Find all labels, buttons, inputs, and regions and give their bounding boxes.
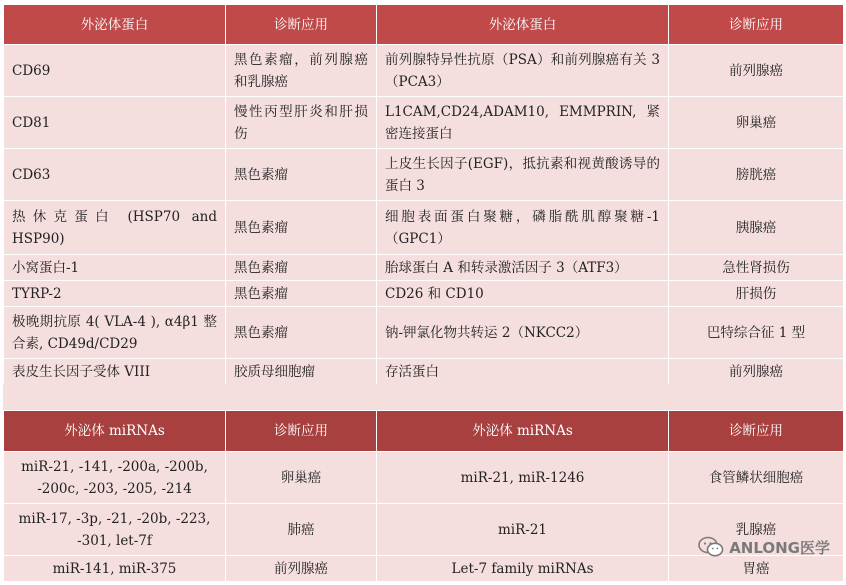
exosome-protein-table <box>3 4 844 385</box>
watermark-text: ANLONG医学 <box>729 538 830 557</box>
protein-cell: 表皮生长因子受体 VIII <box>4 359 226 385</box>
header-exosome-mirnas: 外泌体 miRNAs <box>4 411 226 452</box>
table-row <box>4 255 844 281</box>
application-cell: 膀胱癌 <box>669 149 844 201</box>
mirna-cell: miR-17, -3p, -21, -20b, -223, -301, let-7f <box>4 504 226 556</box>
protein-cell: 钠-钾氯化物共转运 2（NKCC2） <box>377 307 669 359</box>
application-cell: 黑色素瘤 <box>226 149 377 201</box>
application-cell: 黑色素瘤 <box>226 255 377 281</box>
table-row <box>4 281 844 307</box>
application-cell: 卵巢癌 <box>226 452 377 504</box>
header-diagnostic-application: 诊断应用 <box>226 411 377 452</box>
wechat-icon <box>698 536 724 558</box>
application-cell: 黑色素瘤，前列腺癌和乳腺癌 <box>226 45 377 97</box>
protein-cell: 小窝蛋白-1 <box>4 255 226 281</box>
header-exosome-mirnas: 外泌体 miRNAs <box>377 411 669 452</box>
application-cell: 前列腺癌 <box>669 359 844 385</box>
application-cell: 黑色素瘤 <box>226 307 377 359</box>
application-cell: 肝损伤 <box>669 281 844 307</box>
protein-cell: 存活蛋白 <box>377 359 669 385</box>
table-header-row <box>4 5 844 45</box>
watermark <box>698 536 830 558</box>
application-cell: 胶质母细胞瘤 <box>226 359 377 385</box>
header-exosome-protein: 外泌体蛋白 <box>377 5 669 45</box>
application-cell: 前列腺癌 <box>669 45 844 97</box>
table-row <box>4 45 844 97</box>
protein-cell: CD26 和 CD10 <box>377 281 669 307</box>
table-row <box>4 556 844 582</box>
table-row <box>4 97 844 149</box>
header-exosome-protein: 外泌体蛋白 <box>4 5 226 45</box>
table-row <box>4 201 844 255</box>
application-cell: 胃癌 <box>669 556 844 582</box>
table-row <box>4 452 844 504</box>
protein-cell: CD81 <box>4 97 226 149</box>
mirna-cell: miR-21, -141, -200a, -200b, -200c, -203, -205, -214 <box>4 452 226 504</box>
application-cell: 黑色素瘤 <box>226 281 377 307</box>
protein-cell: 极晚期抗原 4( VLA-4 ), α4β1 整合素, CD49d/CD29 <box>4 307 226 359</box>
protein-cell: 细胞表面蛋白聚糖，磷脂酰肌醇聚糖-1（GPC1） <box>377 201 669 255</box>
protein-cell: CD63 <box>4 149 226 201</box>
application-cell: 慢性丙型肝炎和肝损伤 <box>226 97 377 149</box>
protein-cell: TYRP-2 <box>4 281 226 307</box>
mirna-cell: miR-141, miR-375 <box>4 556 226 582</box>
application-cell: 食管鳞状细胞癌 <box>669 452 844 504</box>
application-cell: 巴特综合征 1 型 <box>669 307 844 359</box>
protein-cell: CD69 <box>4 45 226 97</box>
header-diagnostic-application: 诊断应用 <box>226 5 377 45</box>
application-cell: 胰腺癌 <box>669 201 844 255</box>
table-row <box>4 359 844 385</box>
application-cell: 黑色素瘤 <box>226 201 377 255</box>
application-cell: 前列腺癌 <box>226 556 377 582</box>
table-row <box>4 307 844 359</box>
protein-cell: 前列腺特异性抗原（PSA）和前列腺癌有关 3（PCA3） <box>377 45 669 97</box>
table-separator <box>3 384 843 410</box>
header-diagnostic-application: 诊断应用 <box>669 411 844 452</box>
table-header-row <box>4 411 844 452</box>
mirna-cell: Let-7 family miRNAs <box>377 556 669 582</box>
protein-cell: L1CAM,CD24,ADAM10, EMMPRIN, 紧密连接蛋白 <box>377 97 669 149</box>
application-cell: 卵巢癌 <box>669 97 844 149</box>
protein-cell: 胎球蛋白 A 和转录激活因子 3（ATF3） <box>377 255 669 281</box>
table-row <box>4 149 844 201</box>
protein-cell: 上皮生长因子(EGF)，抵抗素和视黄酸诱导的蛋白 3 <box>377 149 669 201</box>
protein-cell: 热休克蛋白 (HSP70 and HSP90) <box>4 201 226 255</box>
mirna-cell: miR-21, miR-1246 <box>377 452 669 504</box>
mirna-cell: miR-21 <box>377 504 669 556</box>
application-cell: 乳腺癌 <box>669 504 844 556</box>
application-cell: 肺癌 <box>226 504 377 556</box>
header-diagnostic-application: 诊断应用 <box>669 5 844 45</box>
application-cell: 急性肾损伤 <box>669 255 844 281</box>
